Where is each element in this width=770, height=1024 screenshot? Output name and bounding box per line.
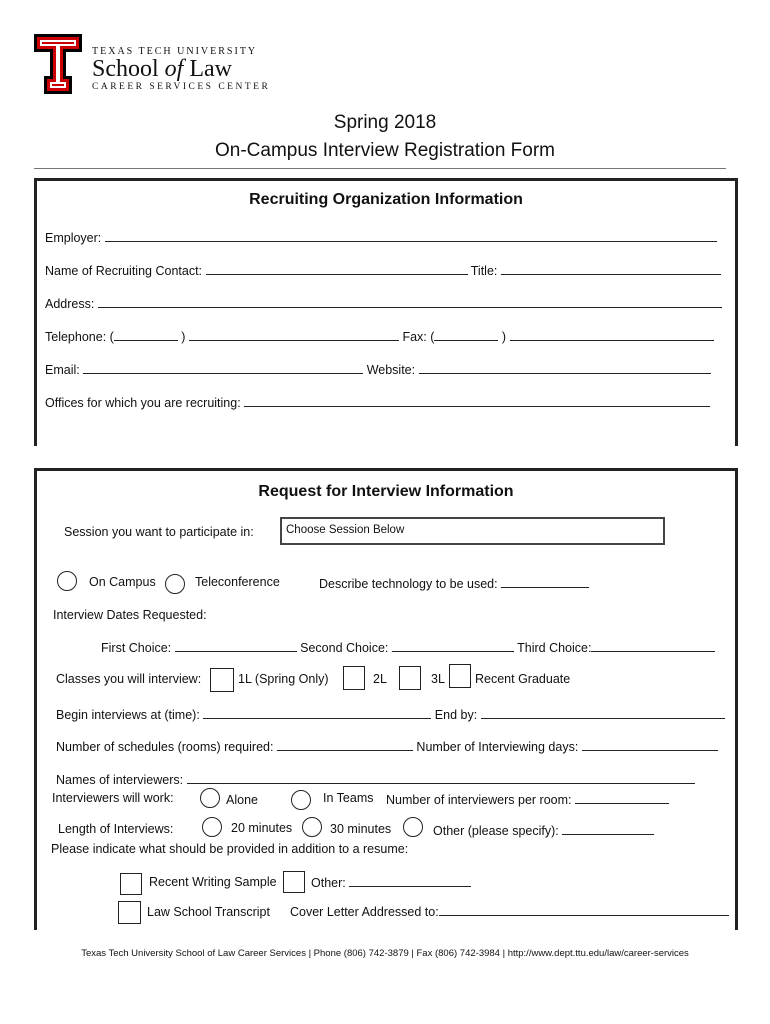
- on-campus-radio[interactable]: [57, 571, 77, 591]
- in-teams-radio[interactable]: [291, 790, 311, 810]
- cover-letter-row: [290, 903, 729, 919]
- begin-label: Begin interviews at (time):: [56, 708, 200, 722]
- provide-label: Please indicate what should be provided in addition to a resume:: [51, 842, 409, 856]
- transcript-label: Law School Transcript: [147, 905, 270, 919]
- org-heading: Recruiting Organization Information: [249, 191, 523, 208]
- schedules-row: [56, 738, 718, 754]
- names-row: [56, 771, 695, 787]
- technology-label: Describe technology to be used:: [319, 577, 498, 591]
- per-room-label: Number of interviewers per room:: [386, 793, 572, 807]
- fax-field[interactable]: [510, 328, 714, 341]
- thirty-minutes-radio[interactable]: [302, 817, 322, 837]
- transcript-checkbox[interactable]: [118, 901, 141, 924]
- end-label: End by:: [434, 708, 478, 722]
- title-rule: [34, 168, 726, 169]
- schedules-label: Number of schedules (rooms) required:: [56, 740, 274, 754]
- dates-requested-label: Interview Dates Requested:: [53, 608, 207, 622]
- title-label: Title:: [470, 264, 498, 278]
- days-field[interactable]: [582, 738, 718, 751]
- other-length-field[interactable]: [562, 822, 654, 835]
- employer-label: Employer:: [45, 231, 102, 245]
- title-field[interactable]: [501, 262, 721, 275]
- twenty-minutes-label: 20 minutes: [231, 821, 293, 835]
- class-1l-checkbox[interactable]: [210, 668, 234, 692]
- address-row: [45, 295, 722, 311]
- second-choice-field[interactable]: [392, 639, 514, 652]
- texas-tech-logo: [34, 34, 82, 94]
- third-choice-field[interactable]: [591, 639, 715, 652]
- cover-letter-field[interactable]: [439, 903, 729, 916]
- in-teams-label: In Teams: [323, 791, 374, 805]
- logo-university: TEXAS TECH UNIVERSITY: [92, 46, 258, 57]
- class-1l-label: 1L (Spring Only): [238, 672, 329, 686]
- other-provide-field[interactable]: [349, 874, 471, 887]
- footer-contact: Texas Tech University School of Law Career Services | Phone (806) 742-3879 | Fax (806) 742-3984 | http://www.dept.ttu.edu/law/career-services: [81, 948, 689, 959]
- on-campus-label: On Campus: [89, 575, 156, 589]
- logo-center: CAREER SERVICES CENTER: [92, 82, 271, 92]
- begin-field[interactable]: [203, 706, 431, 719]
- telephone-label: Telephone: (: [45, 330, 114, 344]
- other-length-radio[interactable]: [403, 817, 423, 837]
- class-3l-label: 3L: [431, 672, 445, 686]
- length-label: Length of Interviews:: [58, 822, 174, 836]
- recent-grad-checkbox[interactable]: [449, 664, 471, 688]
- fax-label: Fax: (: [402, 330, 435, 344]
- offices-field[interactable]: [244, 394, 710, 407]
- technology-row: [319, 575, 589, 591]
- interview-heading: Request for Interview Information: [258, 483, 514, 500]
- schedules-field[interactable]: [277, 738, 413, 751]
- alone-label: Alone: [226, 793, 258, 807]
- class-2l-label: 2L: [373, 672, 387, 686]
- other-provide-label: Other:: [311, 876, 346, 890]
- names-label: Names of interviewers:: [56, 773, 184, 787]
- teleconference-label: Teleconference: [195, 575, 280, 589]
- class-3l-checkbox[interactable]: [399, 666, 421, 690]
- third-choice-label: Third Choice:: [517, 641, 592, 655]
- telephone-area-field[interactable]: [114, 328, 178, 341]
- website-field[interactable]: [419, 361, 711, 374]
- other-length-label: Other (please specify):: [433, 824, 559, 838]
- address-label: Address:: [45, 297, 95, 311]
- teleconference-radio[interactable]: [165, 574, 185, 594]
- email-label: Email:: [45, 363, 80, 377]
- thirty-minutes-label: 30 minutes: [330, 822, 392, 836]
- classes-label: Classes you will interview:: [56, 672, 202, 686]
- fax-paren: ): [501, 330, 507, 344]
- other-length-row: [433, 822, 654, 838]
- fax-area-field[interactable]: [434, 328, 498, 341]
- recent-grad-label: Recent Graduate: [475, 672, 571, 686]
- contact-label: Name of Recruiting Contact:: [45, 264, 203, 278]
- form-title-season: Spring 2018: [333, 112, 437, 133]
- session-select[interactable]: Choose Session Below: [280, 517, 665, 545]
- days-label: Number of Interviewing days:: [416, 740, 579, 754]
- per-room-row: [386, 791, 669, 807]
- telephone-paren: ): [181, 330, 186, 344]
- first-choice-label: First Choice:: [101, 641, 172, 655]
- names-field[interactable]: [187, 771, 695, 784]
- begin-end-row: [56, 706, 725, 722]
- address-field[interactable]: [98, 295, 722, 308]
- employer-row: [45, 229, 717, 245]
- choices-row: [101, 639, 715, 655]
- employer-field[interactable]: [105, 229, 717, 242]
- technology-field[interactable]: [501, 575, 589, 588]
- first-choice-field[interactable]: [175, 639, 297, 652]
- logo-school: School of Law: [92, 56, 232, 82]
- session-label: Session you want to participate in:: [64, 525, 254, 539]
- other-provide-checkbox[interactable]: [283, 871, 305, 893]
- form-title: On-Campus Interview Registration Form: [215, 140, 555, 161]
- will-work-label: Interviewers will work:: [52, 791, 174, 805]
- offices-label: Offices for which you are recruiting:: [45, 396, 241, 410]
- telephone-field[interactable]: [189, 328, 399, 341]
- offices-row: [45, 394, 710, 410]
- email-row: [45, 361, 711, 377]
- twenty-minutes-radio[interactable]: [202, 817, 222, 837]
- contact-field[interactable]: [206, 262, 468, 275]
- class-2l-checkbox[interactable]: [343, 666, 365, 690]
- contact-row: [45, 262, 721, 278]
- alone-radio[interactable]: [200, 788, 220, 808]
- writing-sample-label: Recent Writing Sample: [149, 875, 277, 889]
- cover-letter-label: Cover Letter Addressed to:: [290, 905, 439, 919]
- other-provide-row: [311, 874, 471, 890]
- per-room-field[interactable]: [575, 791, 669, 804]
- writing-sample-checkbox[interactable]: [120, 873, 142, 895]
- second-choice-label: Second Choice:: [300, 641, 389, 655]
- school-of-law-wordmark: [92, 46, 270, 92]
- phone-row: [45, 328, 714, 344]
- end-field[interactable]: [481, 706, 725, 719]
- email-field[interactable]: [83, 361, 363, 374]
- website-label: Website:: [366, 363, 416, 377]
